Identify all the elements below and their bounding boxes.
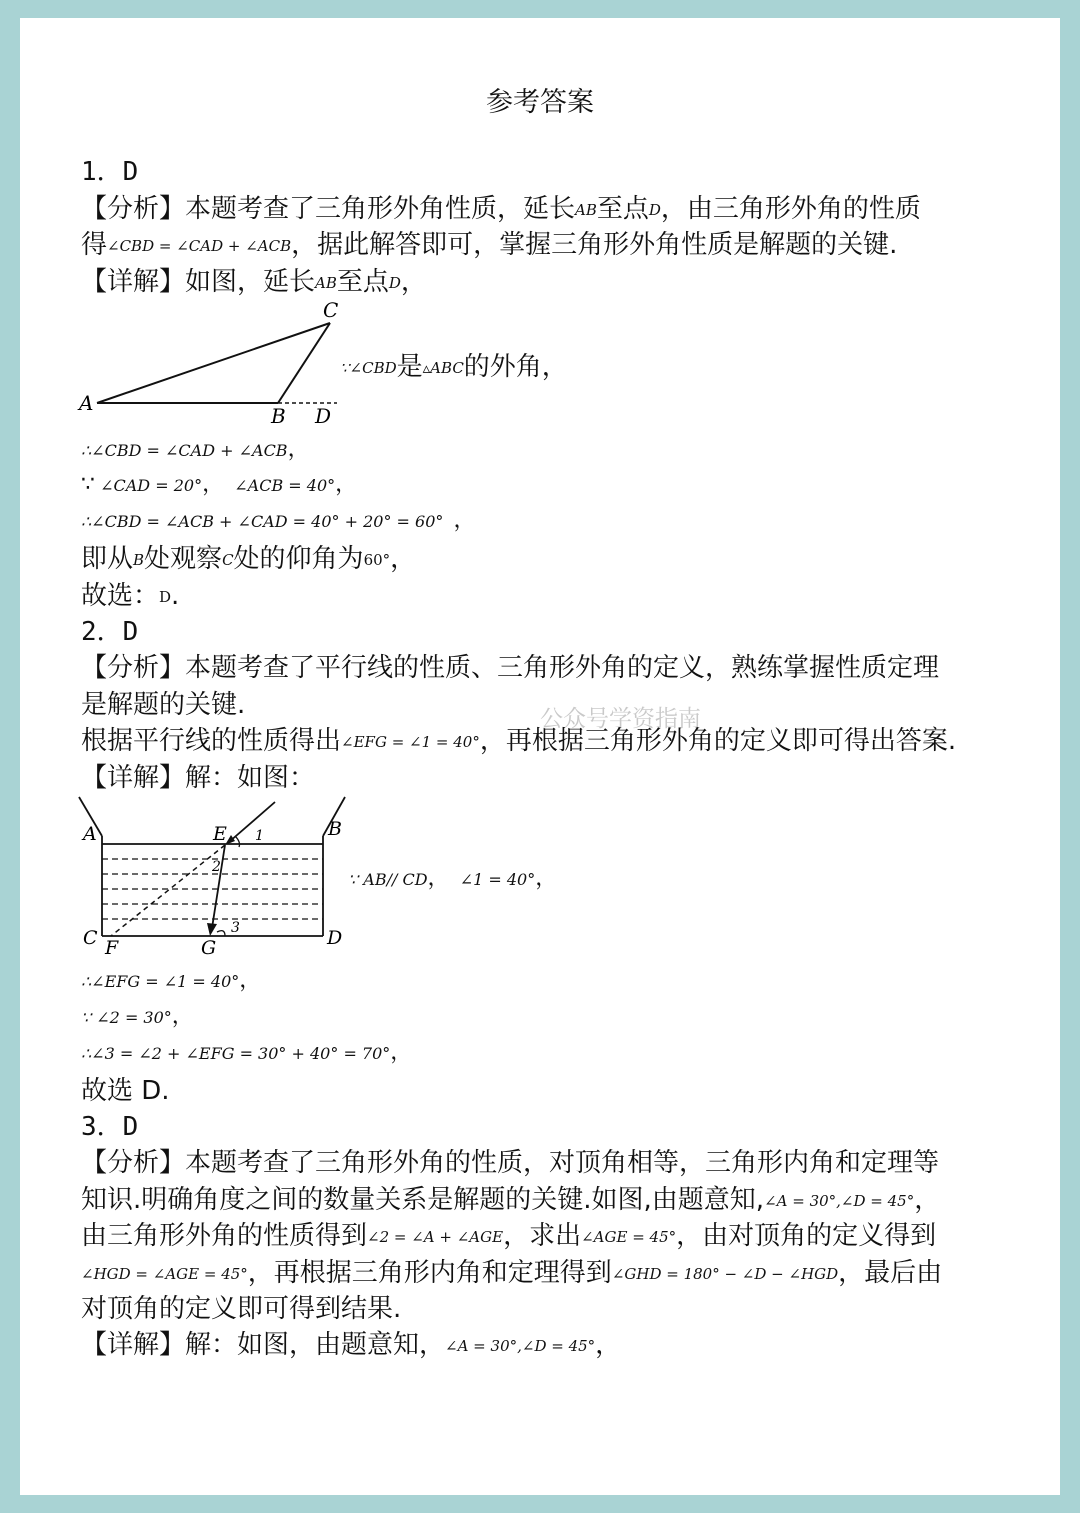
fig1-label-c: C xyxy=(323,298,339,322)
page-title: 参考答案 xyxy=(486,87,594,118)
q1-detail-line: 【详解】如图，延长AB至点D， xyxy=(81,267,427,297)
q2-analysis-line2: 是解题的关键. xyxy=(81,690,246,720)
fig2-label-e: E xyxy=(213,823,227,845)
q2-number: 2．D xyxy=(81,617,139,647)
triangle-figure xyxy=(75,298,340,428)
q3-number: 3．D xyxy=(81,1112,139,1142)
q3-detail-line: 【详解】解：如图，由题意知，∠A = 30°,∠D = 45°， xyxy=(81,1330,622,1360)
q3-analysis-line1: 【分析】本题考查了三角形外角的性质，对顶角相等，三角形内角和定理等 xyxy=(81,1148,940,1178)
q1-conclusion: 即从B处观察C处的仰角为60°， xyxy=(81,544,417,574)
q1-step3: ∴∠CBD = ∠ACB + ∠CAD = 40° + 20° = 60° ， xyxy=(81,508,476,533)
q2-analysis-line3: 根据平行线的性质得出∠EFG = ∠1 = 40°，再根据三角形外角的定义即可得出答案. xyxy=(81,726,957,756)
q1-figure-note: ∵∠CBD是▵ABC的外角， xyxy=(340,352,568,382)
q1-analysis-line2: 得∠CBD = ∠CAD + ∠ACB，据此解答即可，掌握三角形外角性质是解题的关键. xyxy=(81,230,898,260)
fig1-label-d: D xyxy=(315,404,332,428)
q3-analysis-line2: 知识.明确角度之间的数量关系是解题的关键.如图,由题意知,∠A = 30°,∠D = 45°， xyxy=(81,1185,941,1215)
q2-step2: ∵ ∠2 = 30°， xyxy=(81,1004,194,1029)
q2-selection: 故选 D. xyxy=(81,1076,170,1106)
q2-analysis-line1: 【分析】本题考查了平行线的性质、三角形外角的定义，熟练掌握性质定理 xyxy=(81,653,940,683)
fig2-label-c: C xyxy=(83,927,98,949)
q2-step1: ∴∠EFG = ∠1 = 40°， xyxy=(81,968,262,993)
fig2-label-g: G xyxy=(201,937,217,959)
parallel-lines-figure xyxy=(75,792,350,962)
q3-analysis-line4: ∠HGD = ∠AGE = 45°，再根据三角形内角和定理得到∠GHD = 180° − ∠D − ∠HGD，最后由 xyxy=(81,1258,943,1288)
q2-step3: ∴∠3 = ∠2 + ∠EFG = 30° + 40° = 70°， xyxy=(81,1040,413,1065)
q1-analysis-line1: 【分析】本题考查了三角形外角性质，延长AB至点D，由三角形外角的性质 xyxy=(81,194,921,224)
fig1-label-b: B xyxy=(271,404,286,428)
fig2-label-b: B xyxy=(328,818,342,840)
q1-step2: ∵ ∠CAD = 20°， ∠ACB = 40°， xyxy=(81,472,358,497)
q1-selection: 故选：D. xyxy=(81,581,180,611)
fig2-angle-1: 1 xyxy=(255,828,264,844)
q1-number: 1．D xyxy=(81,157,139,187)
fig2-angle-2: 2 xyxy=(212,859,221,875)
q3-analysis-line5: 对顶角的定义即可得到结果. xyxy=(81,1294,402,1324)
q2-figure-note: ∵ AB// CD， ∠1 = 40°， xyxy=(348,866,558,891)
fig2-angle-3: 3 xyxy=(231,920,240,936)
fig2-label-d: D xyxy=(327,927,343,949)
q3-analysis-line3: 由三角形外角的性质得到∠2 = ∠A + ∠AGE，求出∠AGE = 45°，由对顶角的定义得到 xyxy=(81,1221,937,1251)
fig2-label-f: F xyxy=(105,937,119,959)
watermark: 公众号学资指南 xyxy=(540,706,701,732)
q2-detail-line: 【详解】解：如图： xyxy=(81,763,316,793)
q1-step1: ∴∠CBD = ∠CAD + ∠ACB， xyxy=(81,437,310,462)
fig2-label-a: A xyxy=(83,823,97,845)
fig1-label-a: A xyxy=(79,391,94,415)
